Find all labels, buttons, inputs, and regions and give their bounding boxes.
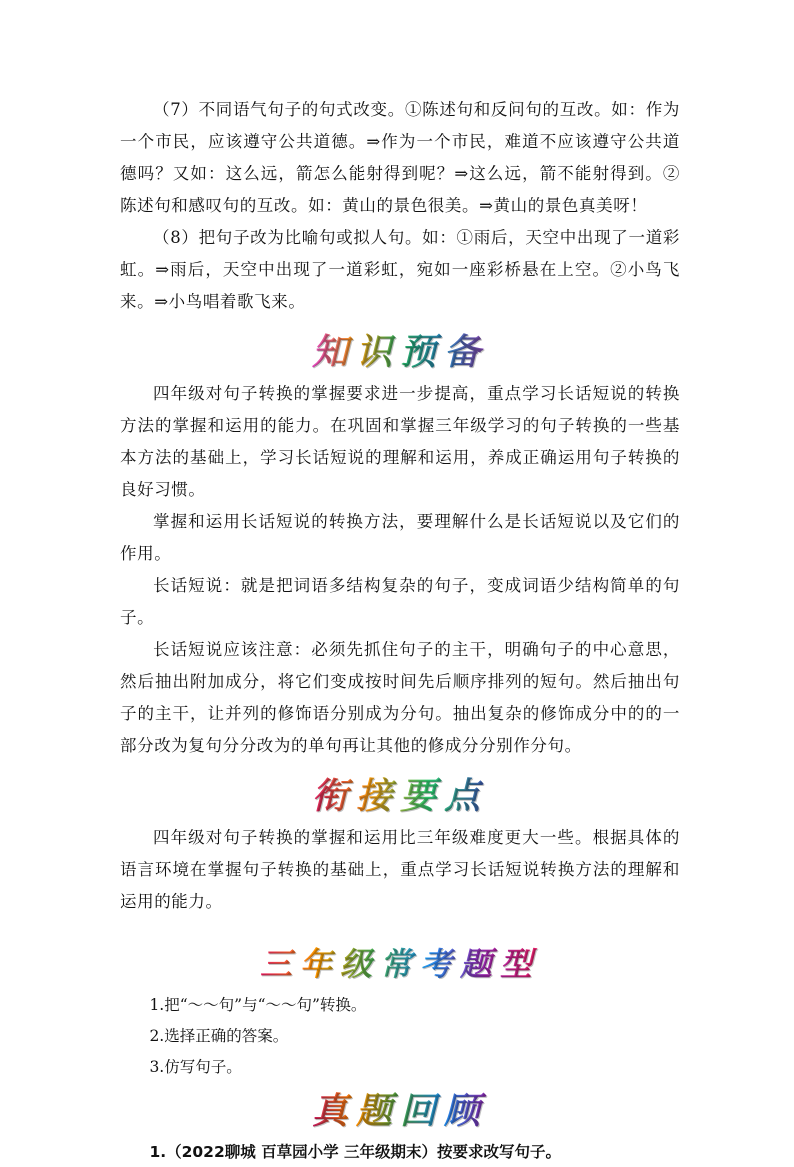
question-type-item: 1.把“～～句”与“～～句”转换。 [149,996,367,1014]
knowledge-paragraph: 长话短说应该注意：必须先抓住句子的主干，明确句子的中心意思，然后抽出附加成分，将它们变成按时间先后顺序排列的短句。然后抽出句子的主干，让并列的修饰语分别成为分句。抽出复杂的修饰成分中的的一部分改为复句分分改为的单句再让其他的修成分分别作分句。 [120,640,680,755]
paragraph-metaphor-personification: （8）把句子改为比喻句或拟人句。如：①雨后，天空中出现了一道彩虹。⇒雨后，天空中出现了一道彩虹，宛如一座彩桥悬在上空。②小鸟飞来。⇒小鸟唱着歌飞来。 [120,228,680,311]
paragraph-sentence-mood-change: （7）不同语气句子的句式改变。①陈述句和反问句的互改。如：作为一个市民，应该遵守公共道德。⇒作为一个市民，难道不应该遵守公共道德吗？又如：这么远，箭怎么能射得到呢？⇒这么远，箭不能射得到。②陈述句和感叹句的互改。如：黄山的景色很美。⇒黄山的景色真美呀！ [120,100,680,215]
section-heading-connection [120,772,680,820]
question-type-item: 2.选择正确的答案。 [149,1027,289,1045]
section-heading-review [120,1087,680,1135]
section-heading-knowledge [120,328,680,376]
section-heading-question-types [120,940,680,988]
document-content [120,94,680,1167]
knowledge-paragraph: 四年级对句子转换的掌握要求进一步提高，重点学习长话短说的转换方法的掌握和运用的能力。在巩固和掌握三年级学习的句子转换的一些基本方法的基础上，学习长话短说的理解和运用，养成正确运用句子转换的良好习惯。 [120,384,680,499]
connection-paragraph: 四年级对句子转换的掌握和运用比三年级难度更大一些。根据具体的语言环境在掌握句子转换的基础上，重点学习长话短说转换方法的理解和运用的能力。 [120,828,680,911]
heading-text: 真题回顾 [311,1090,488,1132]
knowledge-paragraph: 掌握和运用长话短说的转换方法，要理解什么是长话短说以及它们的作用。 [120,512,680,563]
review-question: 1.（2022聊城 百草园小学 三年级期末）按要求改写句子。 [149,1143,562,1161]
heading-text: 衔接要点 [311,775,488,817]
heading-text: 知识预备 [311,331,488,373]
knowledge-paragraph: 长话短说：就是把词语多结构复杂的句子，变成词语少结构简单的句子。 [120,576,680,627]
heading-text: 三年级常考题型 [259,945,540,983]
question-type-item: 3.仿写句子。 [149,1058,242,1076]
